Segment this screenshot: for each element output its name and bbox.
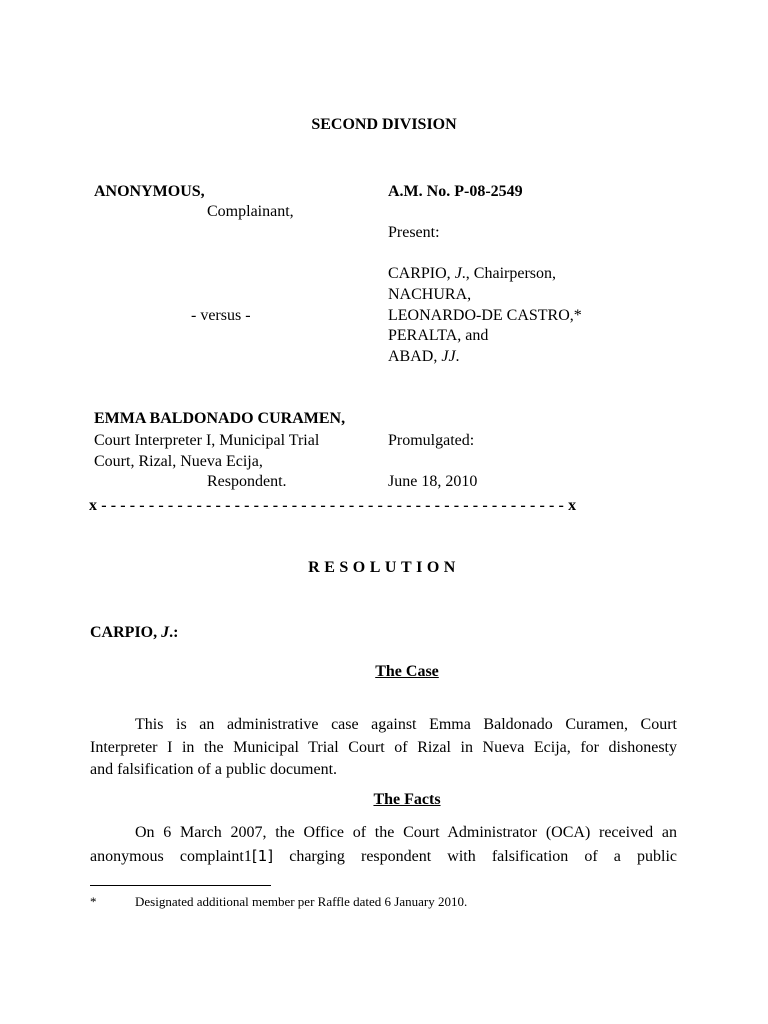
versus-label: - versus - <box>191 307 251 324</box>
case-number: A.M. No. P-08-2549 <box>388 183 523 200</box>
footnote-text: Designated additional member per Raffle dated 6 January 2010. <box>135 894 468 909</box>
facts-text: anonymous complaint1 <box>90 847 252 865</box>
paragraph-line: This is an administrative case against Emma Baldonado Curamen, Court <box>135 716 677 733</box>
complainant-role: Complainant, <box>207 203 294 220</box>
footnote-reference-link[interactable]: [1] <box>251 846 274 865</box>
promulgated-label-text: Promulgated: <box>388 432 475 449</box>
division-title: SECOND DIVISION <box>311 116 457 133</box>
justice-title-mark: J <box>454 265 462 282</box>
case-paragraph <box>90 714 677 782</box>
case-heading: The Case <box>375 663 439 680</box>
justice-name: LEONARDO-DE CASTRO,* <box>388 307 582 324</box>
facts-heading: The Facts <box>373 791 441 808</box>
justice-line <box>388 326 488 346</box>
ponente-title-mark: J <box>161 624 170 641</box>
resolution-title: RESOLUTION <box>308 559 460 576</box>
ponente-line <box>90 623 178 643</box>
paragraph-line: Interpreter I in the Municipal Trial Court of Rizal in Nueva Ecija, for dishonesty <box>90 738 677 756</box>
justice-suffix: ., Chairperson, <box>461 265 556 282</box>
footnote-divider <box>90 885 271 886</box>
justice-line <box>388 306 582 326</box>
justice-line <box>388 285 471 305</box>
facts-paragraph <box>90 822 677 868</box>
justice-name: CARPIO, <box>388 265 455 282</box>
justice-line <box>388 347 460 367</box>
ponente-name: CARPIO, <box>90 624 162 641</box>
justice-name: NACHURA, <box>388 286 472 303</box>
respondent-description-line-1: Court Interpreter I, Municipal Trial <box>94 432 320 449</box>
footnote-marker: * <box>90 894 97 909</box>
respondent-name: EMMA BALDONADO CURAMEN, <box>94 410 346 427</box>
justice-suffix: . <box>455 348 460 365</box>
caption-separator: x - - - - - - - - - - - - - - - - - - - - - - - - - - - - - - - - - - - - - - - - - - - - - - - - - x <box>89 497 577 514</box>
paragraph-line <box>90 845 677 869</box>
respondent-description-line-2: Court, Rizal, Nueva Ecija, <box>94 453 263 470</box>
paragraph-line: and falsification of a public document. <box>90 761 338 778</box>
justice-name: ABAD, <box>388 348 442 365</box>
present-label: Present: <box>388 224 440 241</box>
facts-text: charging respondent with falsification of a public <box>273 847 677 865</box>
complainant-name: ANONYMOUS, <box>94 183 205 200</box>
justice-title-mark: JJ <box>441 348 456 365</box>
ponente-suffix: .: <box>169 624 179 641</box>
justice-name: PERALTA, and <box>388 327 489 344</box>
respondent-role: Respondent. <box>207 473 287 490</box>
promulgated-date: June 18, 2010 <box>388 473 478 490</box>
justice-line <box>388 264 556 284</box>
paragraph-line: On 6 March 2007, the Office of the Court Administrator (OCA) received an <box>135 824 677 841</box>
